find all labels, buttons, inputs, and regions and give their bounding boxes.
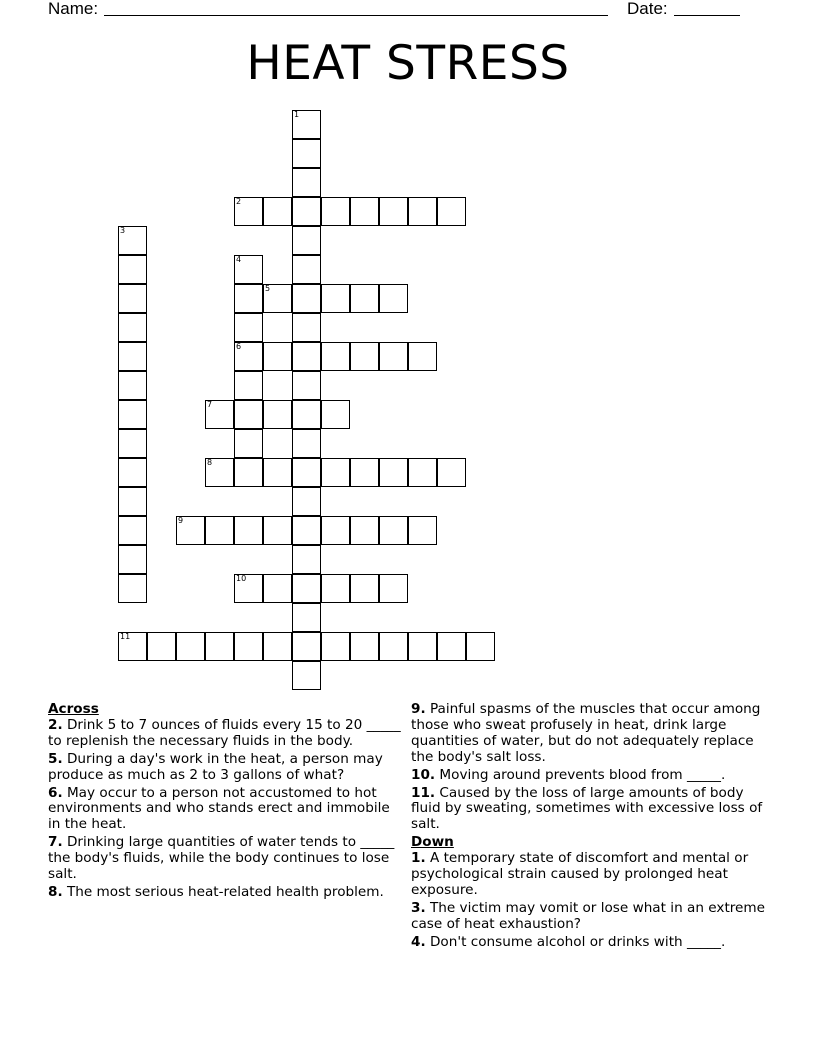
crossword-cell[interactable] <box>118 255 147 284</box>
crossword-cell[interactable] <box>234 429 263 458</box>
crossword-cell[interactable] <box>350 458 379 487</box>
crossword-cell[interactable] <box>118 342 147 371</box>
crossword-cell[interactable] <box>205 516 234 545</box>
crossword-cell[interactable] <box>350 197 379 226</box>
clue-text: The victim may vomit or lose what in an extreme case of heat exhaustion? <box>411 899 766 932</box>
crossword-cell[interactable] <box>408 342 437 371</box>
clue-number-label: 1 <box>294 110 300 119</box>
crossword-cell[interactable] <box>292 226 321 255</box>
clue-number: 9. <box>411 701 426 717</box>
crossword-cell[interactable] <box>408 458 437 487</box>
clue-number-label: 7 <box>207 400 213 409</box>
crossword-cell[interactable] <box>437 632 466 661</box>
clue-number-label: 8 <box>207 458 213 467</box>
clue-across-8 <box>48 885 404 901</box>
crossword-cell[interactable] <box>205 632 234 661</box>
clue-across-11 <box>411 786 769 834</box>
crossword-cell[interactable] <box>379 197 408 226</box>
crossword-cell[interactable] <box>292 342 321 371</box>
crossword-cell[interactable] <box>205 400 234 429</box>
crossword-cell[interactable] <box>350 342 379 371</box>
crossword-cell[interactable] <box>379 574 408 603</box>
crossword-cell[interactable] <box>118 400 147 429</box>
crossword-cell[interactable] <box>292 371 321 400</box>
clue-number: 10. <box>411 766 436 783</box>
clue-text: Painful spasms of the muscles that occur among those who sweat profusely in heat, drink large quantities of water, but do not adequately replace the body's salt loss. <box>411 701 761 765</box>
crossword-cell[interactable] <box>263 458 292 487</box>
name-label: Name: <box>48 0 99 18</box>
crossword-cell[interactable] <box>321 284 350 313</box>
crossword-cell[interactable] <box>118 458 147 487</box>
crossword-cell[interactable] <box>118 226 147 255</box>
crossword-cell[interactable] <box>263 632 292 661</box>
crossword-cell[interactable] <box>292 429 321 458</box>
crossword-cell[interactable] <box>263 197 292 226</box>
clue-number: 4. <box>411 933 426 950</box>
crossword-cell[interactable] <box>292 168 321 197</box>
page-title: HEAT STRESS <box>246 36 570 91</box>
clue-across-5 <box>48 752 404 784</box>
clues-column-right <box>411 702 769 953</box>
crossword-cell[interactable] <box>292 545 321 574</box>
clue-across-10 <box>411 768 769 784</box>
crossword-cell[interactable] <box>118 632 147 661</box>
crossword-cell[interactable] <box>466 632 495 661</box>
crossword-cell[interactable] <box>379 458 408 487</box>
clue-across-7 <box>48 835 404 883</box>
across-heading: Across <box>48 701 99 717</box>
crossword-cell[interactable] <box>292 487 321 516</box>
clue-number: 7. <box>48 834 63 851</box>
crossword-cell[interactable] <box>292 284 321 313</box>
crossword-cell[interactable] <box>234 313 263 342</box>
crossword-cell[interactable] <box>321 516 350 545</box>
crossword-cell[interactable] <box>321 458 350 487</box>
crossword-cell[interactable] <box>205 458 234 487</box>
crossword-cell[interactable] <box>118 429 147 458</box>
clue-number-label: 2 <box>236 197 242 206</box>
crossword-cell[interactable] <box>176 516 205 545</box>
crossword-cell[interactable] <box>379 632 408 661</box>
crossword-cell[interactable] <box>379 284 408 313</box>
clue-down-1 <box>411 851 769 899</box>
crossword-cell[interactable] <box>292 603 321 632</box>
crossword-cell[interactable] <box>118 516 147 545</box>
crossword-cell[interactable] <box>350 284 379 313</box>
clue-text: During a day's work in the heat, a person may produce as much as 2 to 3 gallons of what? <box>48 750 383 783</box>
clue-number-label: 9 <box>178 516 184 525</box>
crossword-cell[interactable] <box>321 574 350 603</box>
date-label: Date: <box>627 0 668 18</box>
crossword-cell[interactable] <box>408 197 437 226</box>
clue-number-label: 3 <box>120 226 126 235</box>
crossword-cell[interactable] <box>234 197 263 226</box>
crossword-cell[interactable] <box>118 284 147 313</box>
crossword-cell[interactable] <box>147 632 176 661</box>
crossword-cell[interactable] <box>292 139 321 168</box>
clue-number: 3. <box>411 899 426 916</box>
clue-across-2 <box>48 718 404 750</box>
clues-column-left <box>48 702 404 903</box>
crossword-cell[interactable] <box>350 516 379 545</box>
crossword-cell[interactable] <box>292 516 321 545</box>
clue-across-9 <box>411 702 769 766</box>
clue-number: 5. <box>48 750 63 767</box>
clue-number-label: 10 <box>236 574 247 583</box>
crossword-cell[interactable] <box>263 284 292 313</box>
crossword-cell[interactable] <box>408 632 437 661</box>
clue-down-4 <box>411 935 769 951</box>
crossword-cell[interactable] <box>234 400 263 429</box>
crossword-cell[interactable] <box>321 632 350 661</box>
crossword-cell[interactable] <box>234 632 263 661</box>
crossword-cell[interactable] <box>408 516 437 545</box>
crossword-cell[interactable] <box>379 342 408 371</box>
clue-number: 1. <box>411 850 426 867</box>
crossword-cell[interactable] <box>321 342 350 371</box>
clue-text: Drinking large quantities of water tends to _____ the body's fluids, while the body continues to lose salt. <box>48 834 395 883</box>
crossword-cell[interactable] <box>437 197 466 226</box>
clue-number: 6. <box>48 784 63 801</box>
crossword-cell[interactable] <box>292 661 321 690</box>
clue-number-label: 5 <box>265 284 271 293</box>
clue-text: Caused by the loss of large amounts of body fluid by sweating, sometimes with excessive loss of salt. <box>411 784 763 833</box>
crossword-cell[interactable] <box>118 487 147 516</box>
crossword-cell[interactable] <box>234 342 263 371</box>
crossword-cell[interactable] <box>234 458 263 487</box>
crossword-cell[interactable] <box>379 516 408 545</box>
crossword-cell[interactable] <box>321 197 350 226</box>
clue-text: May occur to a person not accustomed to hot environments and who stands erect and immobile in the heat. <box>48 784 390 833</box>
crossword-cell[interactable] <box>234 574 263 603</box>
crossword-cell[interactable] <box>234 255 263 284</box>
crossword-cell[interactable] <box>321 400 350 429</box>
crossword-cell[interactable] <box>350 574 379 603</box>
crossword-cell[interactable] <box>292 574 321 603</box>
clue-down-3 <box>411 901 769 933</box>
crossword-cell[interactable] <box>263 400 292 429</box>
clue-number-label: 4 <box>236 255 242 264</box>
crossword-cell[interactable] <box>176 632 205 661</box>
clue-number-label: 11 <box>120 632 131 641</box>
clue-text: Drink 5 to 7 ounces of fluids every 15 to 20 _____ to replenish the necessary fluids in the body. <box>48 716 401 749</box>
clue-text: The most serious heat-related health problem. <box>66 883 384 900</box>
crossword-cell[interactable] <box>234 371 263 400</box>
down-heading: Down <box>411 834 454 851</box>
crossword-cell[interactable] <box>292 400 321 429</box>
crossword-cell[interactable] <box>263 574 292 603</box>
clue-text: A temporary state of discomfort and mental or psychological strain caused by prolonged heat exposure. <box>411 850 749 898</box>
clue-number: 2. <box>48 716 63 733</box>
crossword-cell[interactable] <box>263 516 292 545</box>
crossword-cell[interactable] <box>234 516 263 545</box>
crossword-cell[interactable] <box>263 342 292 371</box>
crossword-cell[interactable] <box>118 574 147 603</box>
clue-number: 11. <box>411 784 436 801</box>
clue-across-6 <box>48 786 404 834</box>
crossword-cell[interactable] <box>292 632 321 661</box>
crossword-cell[interactable] <box>118 313 147 342</box>
crossword-cell[interactable] <box>234 284 263 313</box>
crossword-cell[interactable] <box>292 110 321 139</box>
crossword-cell[interactable] <box>292 255 321 284</box>
clue-text: Moving around prevents blood from _____. <box>439 766 726 783</box>
crossword-cell[interactable] <box>118 545 147 574</box>
crossword-cell[interactable] <box>437 458 466 487</box>
crossword-cell[interactable] <box>350 632 379 661</box>
clue-text: Don't consume alcohol or drinks with _____. <box>429 933 726 950</box>
clue-number: 8. <box>48 883 63 900</box>
clue-number-label: 6 <box>236 342 242 351</box>
crossword-cell[interactable] <box>292 458 321 487</box>
crossword-cell[interactable] <box>292 313 321 342</box>
crossword-cell[interactable] <box>292 197 321 226</box>
crossword-cell[interactable] <box>118 371 147 400</box>
